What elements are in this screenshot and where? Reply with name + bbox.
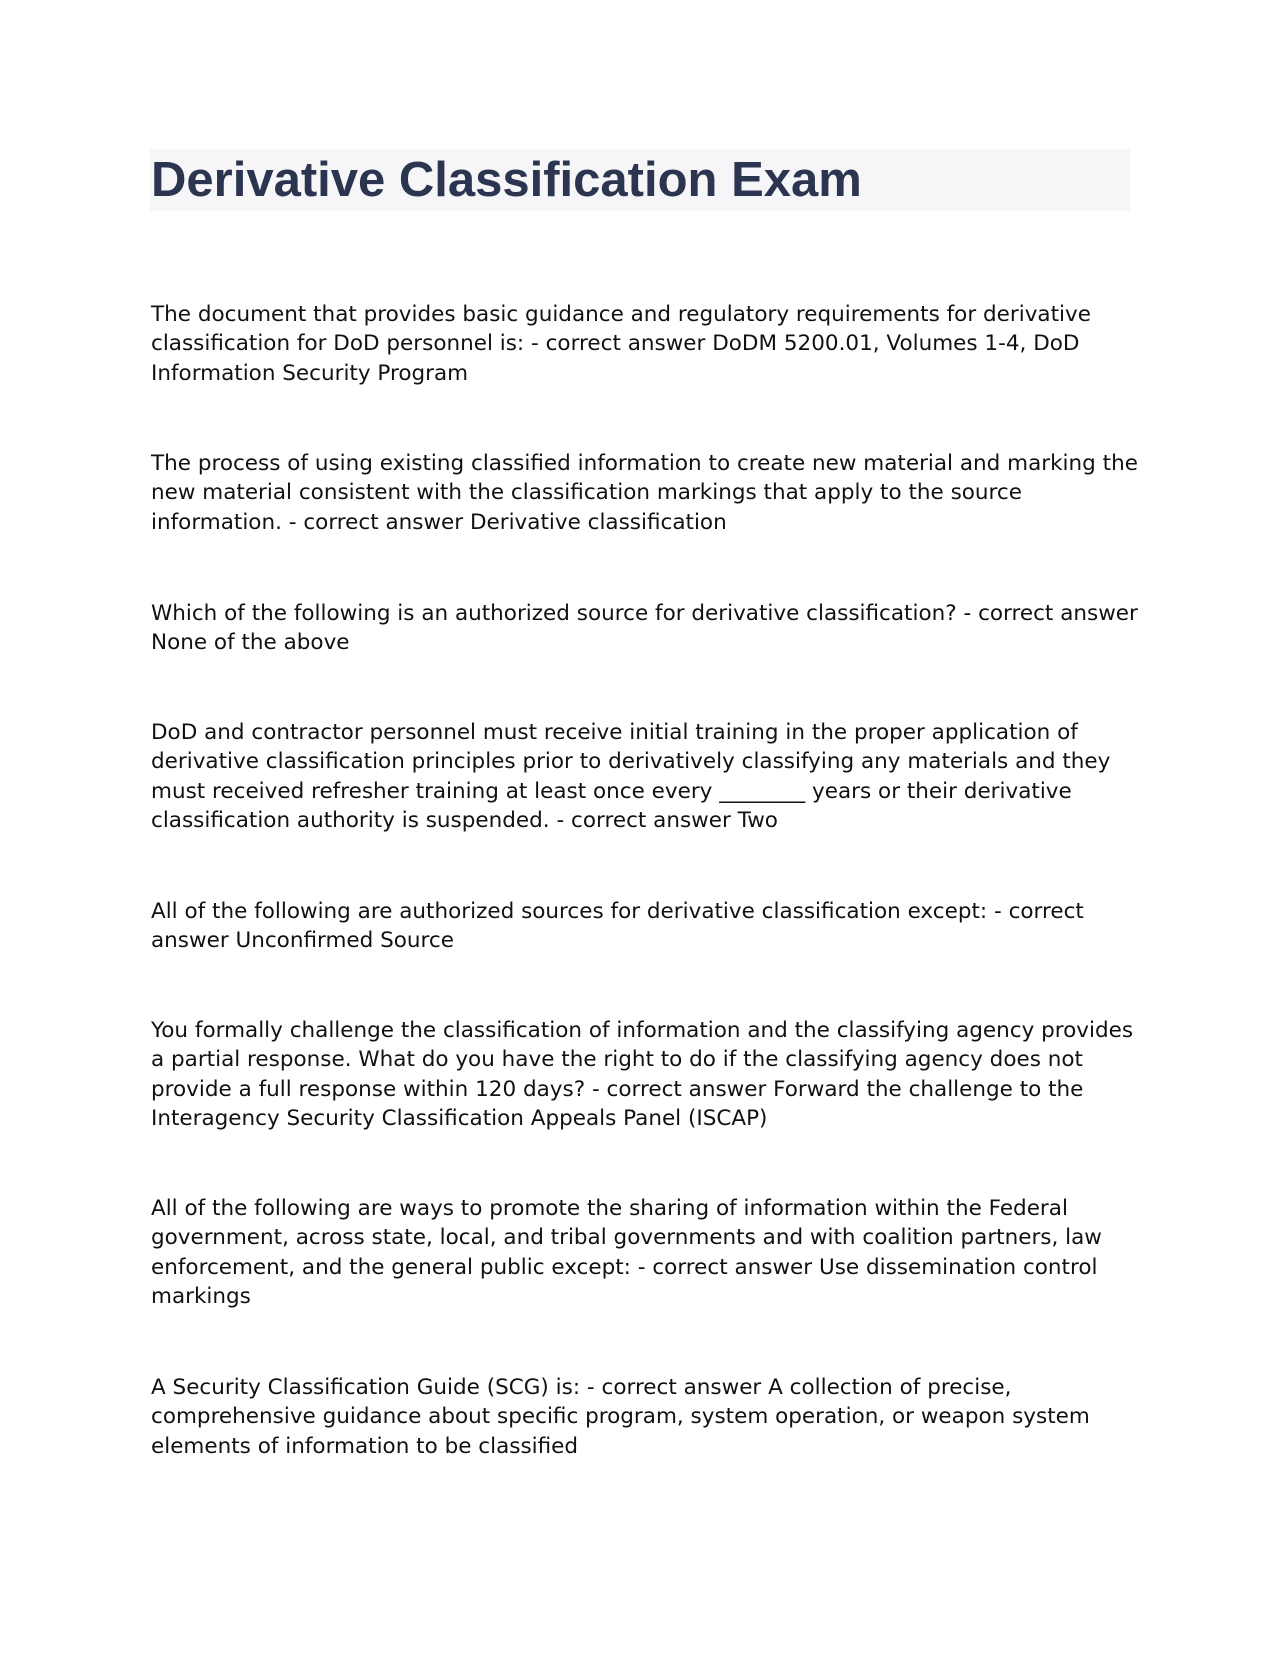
qa-item: DoD and contractor personnel must receive initial training in the proper application of derivative classification principles prior to derivatively classifying any materials and they must received refresher training at least once every ________ years or their derivative classification authority is suspended. - correct answer Two: [151, 720, 1111, 833]
qa-item: The process of using existing classified information to create new material and marking the new material consistent with the classification markings that apply to the source information. - correct answer Derivative classification: [151, 451, 1138, 535]
qa-item: All of the following are authorized sources for derivative classification except: - correct answer Unconfirmed Source: [151, 899, 1084, 954]
qa-item: Which of the following is an authorized source for derivative classification? - correct answer None of the above: [151, 601, 1138, 656]
page-title: Derivative Classification Exam: [151, 153, 862, 207]
qa-item: The document that provides basic guidance and regulatory requirements for derivative classification for DoD personnel is: - correct answer DoDM 5200.01, Volumes 1-4, DoD Information Security Program: [151, 302, 1091, 386]
qa-item: You formally challenge the classification of information and the classifying agency provides a partial response. What do you have the right to do if the classifying agency does not provide a full response within 120 days? - correct answer Forward the challenge to the Interagency Security Classification Appeals Panel (ISCAP): [151, 1018, 1134, 1131]
qa-item: A Security Classification Guide (SCG) is: - correct answer A collection of precise, comprehensive guidance about specific program, system operation, or weapon system elements of information to be classified: [151, 1375, 1090, 1459]
qa-item: All of the following are ways to promote the sharing of information within the Federal government, across state, local, and tribal governments and with coalition partners, law enforcement, and the general public except: - correct answer Use dissemination control markings: [151, 1196, 1102, 1309]
